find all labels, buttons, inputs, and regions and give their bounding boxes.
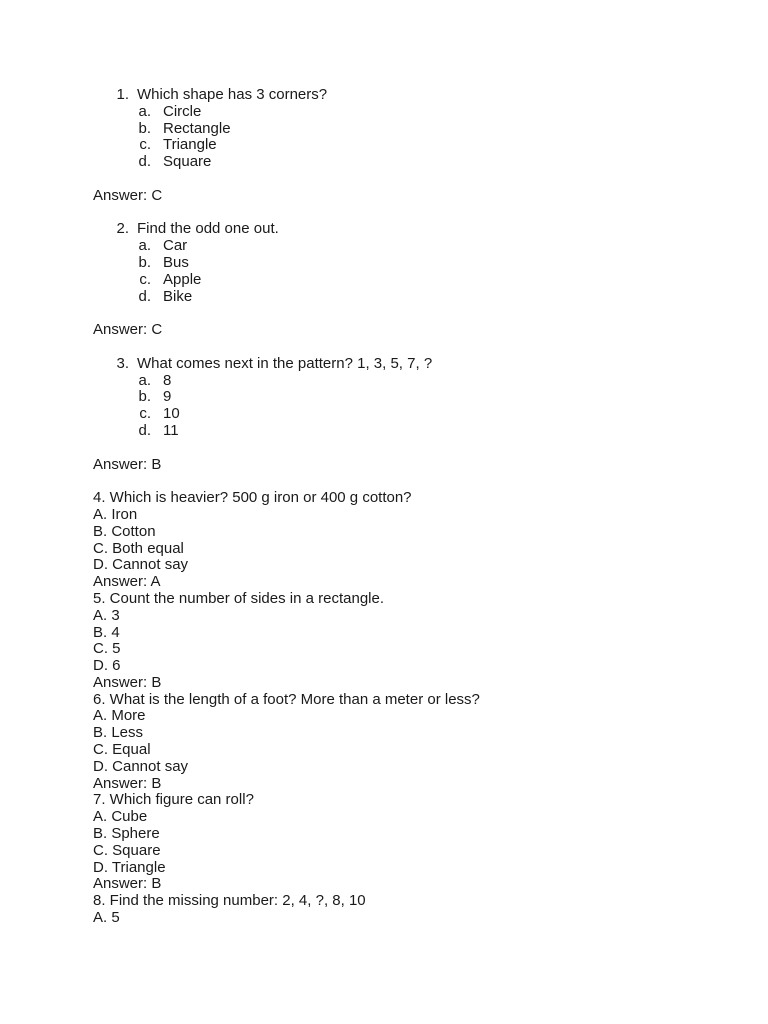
question-1: [93, 87, 733, 104]
option-letter: c.: [139, 270, 151, 288]
option-text: Circle: [163, 102, 202, 120]
spacer: [93, 339, 733, 356]
option-text: Apple: [163, 270, 202, 288]
option-2b: [93, 255, 733, 272]
option-6b: B. Less: [93, 724, 144, 742]
option-7c: C. Square: [93, 841, 161, 859]
option-3c: [93, 406, 733, 423]
option-text: Bike: [163, 287, 193, 305]
option-text: Square: [163, 153, 212, 171]
document-page: [93, 87, 733, 927]
option-8a: A. 5: [93, 909, 120, 927]
option-text: Rectangle: [163, 119, 231, 137]
spacer: [93, 205, 733, 222]
option-letter: a.: [138, 371, 151, 389]
option-3b: [93, 389, 733, 406]
option-6d: D. Cannot say: [93, 757, 189, 775]
option-letter: c.: [139, 405, 151, 423]
spacer: [93, 473, 733, 490]
option-1b: [93, 121, 733, 138]
option-letter: b.: [138, 253, 151, 271]
option-3d: [93, 423, 733, 440]
option-6a: A. More: [93, 707, 146, 725]
option-letter: a.: [138, 237, 151, 255]
option-text: 9: [163, 388, 172, 406]
option-2a: [93, 238, 733, 255]
option-letter: d.: [138, 287, 151, 305]
option-2c: [93, 272, 733, 289]
question-7-text: 7. Which figure can roll?: [93, 791, 254, 809]
option-7a: A. Cube: [93, 808, 148, 826]
option-text: 11: [163, 421, 179, 439]
question-6-text: 6. What is the length of a foot? More than a meter or less?: [93, 690, 480, 708]
answer-5: Answer: B: [93, 673, 162, 691]
question-text: Which shape has 3 corners?: [137, 86, 328, 103]
question-5-text: 5. Count the number of sides in a rectangle.: [93, 589, 385, 607]
option-5d: D. 6: [93, 657, 121, 675]
option-5a: A. 3: [93, 606, 120, 624]
spacer: [93, 305, 733, 322]
option-1a: [93, 104, 733, 121]
option-1d: [93, 154, 733, 171]
question-number: 3.: [116, 354, 129, 372]
option-3a: [93, 373, 733, 390]
option-2d: [93, 289, 733, 306]
option-letter: b.: [138, 119, 151, 137]
option-text: 8: [163, 371, 172, 389]
option-text: 10: [163, 405, 180, 423]
question-number: 1.: [116, 86, 129, 103]
option-4a: A. Iron: [93, 505, 138, 523]
option-letter: b.: [138, 388, 151, 406]
spacer: [93, 171, 733, 188]
option-4b: B. Cotton: [93, 522, 156, 540]
question-text: Find the odd one out.: [137, 220, 279, 238]
answer-2: Answer: C: [93, 321, 163, 339]
option-text: Triangle: [163, 136, 217, 154]
option-letter: a.: [138, 102, 151, 120]
option-7b: B. Sphere: [93, 825, 160, 843]
option-1c: [93, 137, 733, 154]
option-text: Car: [163, 237, 188, 255]
option-text: Bus: [163, 253, 189, 271]
option-4c: C. Both equal: [93, 539, 184, 557]
answer-6: Answer: B: [93, 774, 162, 792]
answer-4: Answer: A: [93, 573, 161, 591]
question-2: [93, 221, 733, 238]
question-number: 2.: [116, 220, 129, 238]
question-8-text: 8. Find the missing number: 2, 4, ?, 8, 10: [93, 892, 366, 910]
option-letter: d.: [138, 421, 151, 439]
answer-7: Answer: B: [93, 875, 162, 893]
question-3: [93, 356, 733, 373]
option-5c: C. 5: [93, 640, 121, 658]
question-text: What comes next in the pattern? 1, 3, 5, 7, ?: [137, 354, 433, 372]
option-5b: B. 4: [93, 623, 120, 641]
option-4d: D. Cannot say: [93, 556, 189, 574]
option-7d: D. Triangle: [93, 858, 166, 876]
question-4-text: 4. Which is heavier? 500 g iron or 400 g cotton?: [93, 489, 412, 507]
spacer: [93, 440, 733, 457]
option-letter: d.: [138, 153, 151, 171]
answer-1: Answer: C: [93, 186, 163, 204]
option-letter: c.: [139, 136, 151, 154]
option-6c: C. Equal: [93, 741, 151, 759]
answer-3: Answer: B: [93, 455, 162, 473]
